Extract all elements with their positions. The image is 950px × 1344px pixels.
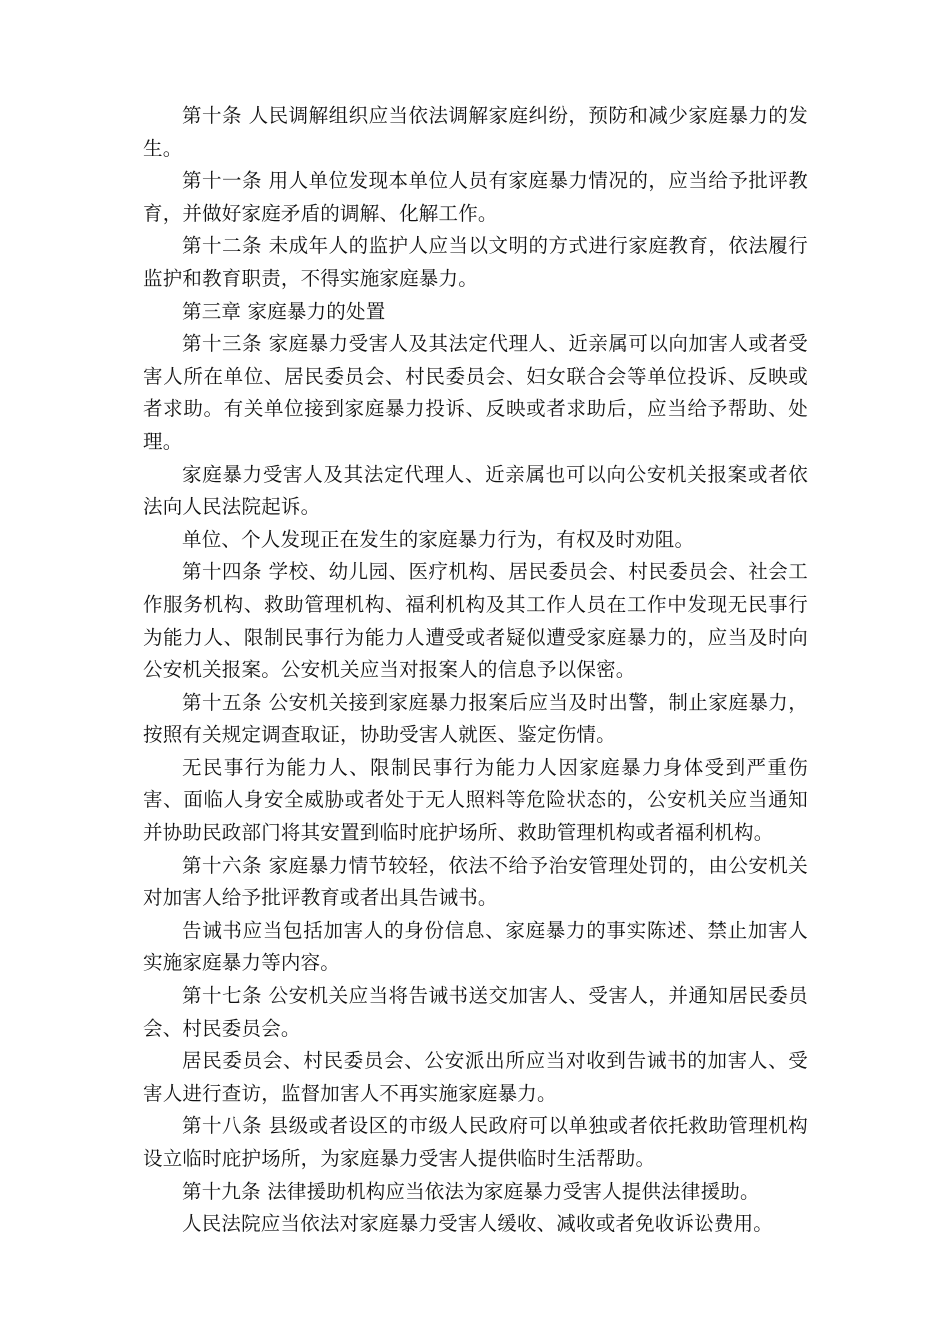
article-12-paragraph: 第十二条 未成年人的监护人应当以文明的方式进行家庭教育，依法履行监护和教育职责，不得实施家庭暴力。 (143, 234, 808, 290)
article-16-paragraph: 第十六条 家庭暴力情节较轻，依法不给予治安管理处罚的，由公安机关对加害人给予批评教育或者出具告诫书。 (143, 853, 808, 910)
article-16-clause-2: 告诫书应当包括加害人的身份信息、家庭暴力的事实陈述、禁止加害人实施家庭暴力等内容。 (143, 918, 808, 975)
article-15-clause-2: 无民事行为能力人、限制民事行为能力人因家庭暴力身体受到严重伤害、面临人身安全威胁或者处于无人照料等危险状态的，公安机关应当通知并协助民政部门将其安置到临时庇护场所、救助管理机构或者福利机构。 (143, 755, 808, 845)
article-11-paragraph: 第十一条 用人单位发现本单位人员有家庭暴力情况的，应当给予批评教育，并做好家庭矛盾的调解、化解工作。 (143, 169, 808, 225)
article-17-paragraph: 第十七条 公安机关应当将告诫书送交加害人、受害人，并通知居民委员会、村民委员会。 (143, 984, 808, 1040)
article-15-paragraph: 第十五条 公安机关接到家庭暴力报案后应当及时出警，制止家庭暴力，按照有关规定调查取证，协助受害人就医、鉴定伤情。 (143, 690, 808, 747)
article-13-clause-3: 单位、个人发现正在发生的家庭暴力行为，有权及时劝阻。 (182, 527, 695, 551)
chapter-3-heading: 第三章 家庭暴力的处置 (182, 299, 386, 323)
article-13-paragraph: 第十三条 家庭暴力受害人及其法定代理人、近亲属可以向加害人或者受害人所在单位、居民委员会、村民委员会、妇女联合会等单位投诉、反映或者求助。有关单位接到家庭暴力投诉、反映或者求助后，应当给予帮助、处理。 (143, 332, 808, 453)
article-13-clause-2: 家庭暴力受害人及其法定代理人、近亲属也可以向公安机关报案或者依法向人民法院起诉。 (143, 462, 808, 519)
document-body (143, 100, 808, 1241)
article-19-clause-2: 人民法院应当依法对家庭暴力受害人缓收、减收或者免收诉讼费用。 (182, 1212, 774, 1236)
article-10-paragraph: 第十条 人民调解组织应当依法调解家庭纠纷，预防和减少家庭暴力的发生。 (143, 104, 808, 160)
article-18-paragraph: 第十八条 县级或者设区的市级人民政府可以单独或者依托救助管理机构设立临时庇护场所，为家庭暴力受害人提供临时生活帮助。 (143, 1114, 808, 1170)
article-17-clause-2: 居民委员会、村民委员会、公安派出所应当对收到告诫书的加害人、受害人进行查访，监督加害人不再实施家庭暴力。 (143, 1049, 808, 1105)
article-14-paragraph: 第十四条 学校、幼儿园、医疗机构、居民委员会、村民委员会、社会工作服务机构、救助管理机构、福利机构及其工作人员在工作中发现无民事行为能力人、限制民事行为能力人遭受或者疑似遭受家庭暴力的，应当及时向公安机关报案。公安机关应当对报案人的信息予以保密。 (143, 560, 808, 682)
article-19-paragraph: 第十九条 法律援助机构应当依法为家庭暴力受害人提供法律援助。 (182, 1179, 760, 1203)
